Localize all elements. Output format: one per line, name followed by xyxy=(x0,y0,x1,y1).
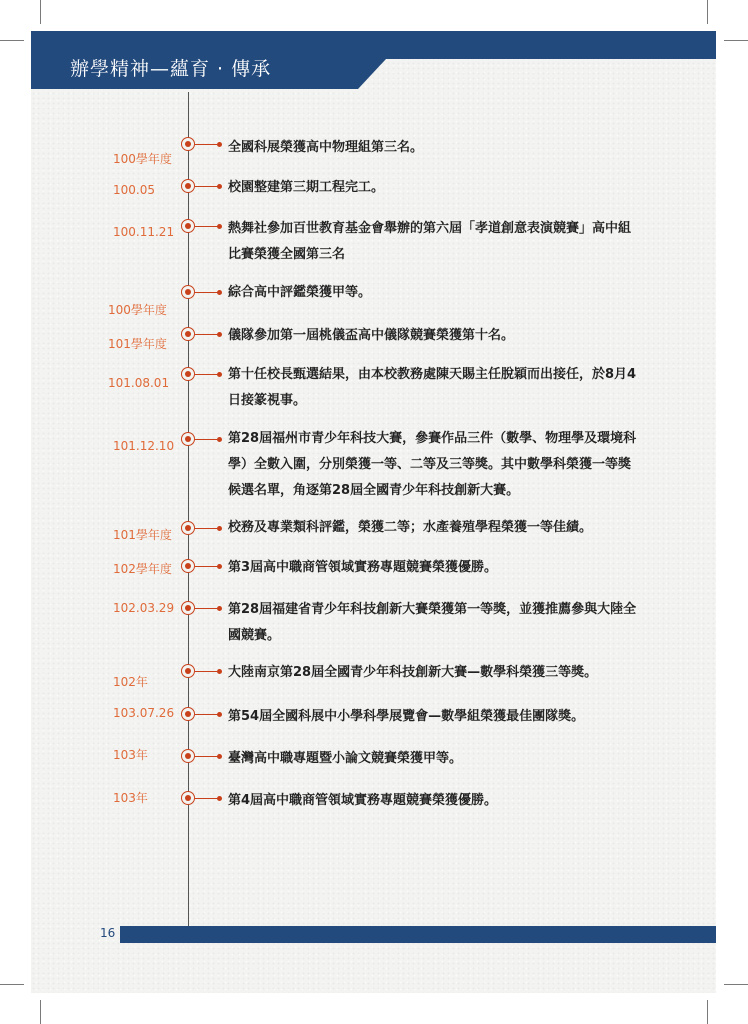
timeline-connector xyxy=(195,756,220,757)
timeline-marker-icon xyxy=(181,521,195,535)
timeline-marker-icon xyxy=(181,664,195,678)
timeline-marker-icon xyxy=(181,559,195,573)
timeline-event-text: 儀隊參加第一屆桃儀盃高中儀隊競賽榮獲第十名。 xyxy=(228,328,515,343)
page-number: 16 xyxy=(100,926,116,940)
timeline-date: 101.12.10 xyxy=(113,439,175,453)
timeline-connector xyxy=(195,334,220,335)
timeline-connector xyxy=(195,528,220,529)
page-title: 辦學精神—蘊育 · 傳承 xyxy=(70,58,272,80)
timeline-marker-icon xyxy=(181,601,195,615)
timeline-date: 103年 xyxy=(113,791,148,805)
timeline-marker-icon xyxy=(181,219,195,233)
timeline-date: 100.11.21 xyxy=(113,225,175,239)
timeline-connector xyxy=(195,798,220,799)
timeline-event-text: 熱舞社參加百世教育基金會舉辦的第六屆「孝道創意表演競賽」高中組比賽榮獲全國第三名 xyxy=(228,221,632,262)
timeline-marker-icon xyxy=(181,179,195,193)
timeline-event-text: 第54屆全國科展中小學科學展覽會—數學組榮獲最佳團隊獎。 xyxy=(228,709,585,724)
timeline-date: 101學年度 xyxy=(113,528,172,542)
timeline-connector xyxy=(195,186,220,187)
timeline-connector xyxy=(195,144,220,145)
timeline-connector xyxy=(195,439,220,440)
timeline-date: 102學年度 xyxy=(113,562,172,576)
timeline-date: 100學年度 xyxy=(113,152,172,166)
timeline-event-text: 校務及專業類科評鑑，榮獲二等；水產養殖學程榮獲一等佳績。 xyxy=(228,520,593,535)
timeline-event-text: 臺灣高中職專題暨小論文競賽榮獲甲等。 xyxy=(228,751,463,766)
crop-mark xyxy=(0,40,24,41)
timeline-connector xyxy=(195,566,220,567)
crop-mark xyxy=(40,1000,41,1024)
timeline-marker-icon xyxy=(181,707,195,721)
timeline-date: 102年 xyxy=(113,675,148,689)
timeline-event-text: 大陸南京第28屆全國青少年科技創新大賽—數學科榮獲三等獎。 xyxy=(228,665,598,680)
timeline-date: 101.08.01 xyxy=(108,376,170,390)
crop-mark xyxy=(707,0,708,24)
timeline-event-text: 第十任校長甄選結果，由本校教務處陳天賜主任脫穎而出接任，於8月4日接篆視事。 xyxy=(228,367,637,408)
timeline-date: 102.03.29 xyxy=(113,601,175,615)
crop-mark xyxy=(724,984,748,985)
timeline-event-text: 綜合高中評鑑榮獲甲等。 xyxy=(228,285,372,300)
timeline-event-text: 第28屆福州市青少年科技大賽，參賽作品三件（數學、物理學及環境科學）全數入圍，分別榮獲一等、二等及三等獎。其中數學科榮獲一等獎候選名單，角逐第28屆全國青少年科技創新大賽。 xyxy=(228,431,637,498)
timeline-date: 100學年度 xyxy=(108,303,167,317)
crop-mark xyxy=(0,984,24,985)
timeline-date: 103年 xyxy=(113,748,148,762)
footer-bar xyxy=(120,926,716,943)
timeline-connector xyxy=(195,671,220,672)
timeline-marker-icon xyxy=(181,791,195,805)
timeline-marker-icon xyxy=(181,749,195,763)
timeline-marker-icon xyxy=(181,367,195,381)
timeline-connector xyxy=(195,226,220,227)
crop-mark xyxy=(40,0,41,24)
timeline-connector xyxy=(195,374,220,375)
crop-mark xyxy=(724,40,748,41)
timeline-event-text: 第4屆高中職商管領域實務專題競賽榮獲優勝。 xyxy=(228,793,498,808)
timeline-connector xyxy=(195,608,220,609)
timeline-connector xyxy=(195,292,220,293)
timeline-date: 101學年度 xyxy=(108,337,167,351)
timeline-marker-icon xyxy=(181,327,195,341)
timeline-marker-icon xyxy=(181,137,195,151)
timeline-marker-icon xyxy=(181,432,195,446)
timeline-event-text: 校園整建第三期工程完工。 xyxy=(228,180,385,195)
timeline-connector xyxy=(195,714,220,715)
timeline-event-text: 第3屆高中職商管領域實務專題競賽榮獲優勝。 xyxy=(228,560,498,575)
timeline-marker-icon xyxy=(181,285,195,299)
timeline-date: 103.07.26 xyxy=(113,706,175,720)
timeline-event-text: 全國科展榮獲高中物理組第三名。 xyxy=(228,140,424,155)
crop-mark xyxy=(707,1000,708,1024)
timeline-event-text: 第28屆福建省青少年科技創新大賽榮獲第一等獎，並獲推薦參與大陸全國競賽。 xyxy=(228,602,637,643)
timeline-date: 100.05 xyxy=(113,183,155,197)
